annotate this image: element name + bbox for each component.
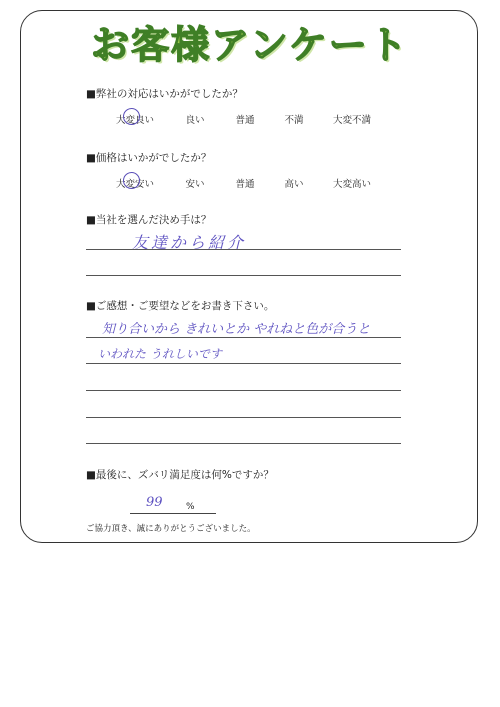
service-option-very-dissatisfied[interactable]: 大変不満 bbox=[332, 115, 372, 126]
price-option-very-expensive[interactable]: 大変高い bbox=[332, 179, 372, 190]
question-comments: ■ご感想・ご要望などをお書き下さい。 bbox=[86, 300, 275, 312]
percent-unit: % bbox=[186, 502, 195, 512]
answer-line bbox=[86, 337, 401, 338]
question-price: ■価格はいかがでしたか？ bbox=[86, 152, 212, 164]
service-option-normal[interactable]: 普通 bbox=[235, 115, 255, 126]
question-service: ■弊社の対応はいかがでしたか？ bbox=[86, 88, 243, 100]
question-reason: ■当社を選んだ決め手は？ bbox=[86, 214, 212, 226]
answer-line bbox=[86, 275, 401, 276]
satisfaction-answer-line bbox=[130, 513, 216, 514]
service-selected-mark bbox=[123, 108, 140, 125]
service-option-dissatisfied[interactable]: 不満 bbox=[284, 115, 304, 126]
service-option-good[interactable]: 良い bbox=[185, 115, 205, 126]
price-option-very-cheap[interactable]: 大変安い bbox=[115, 179, 155, 190]
answer-line bbox=[86, 249, 401, 250]
price-option-normal[interactable]: 普通 bbox=[235, 179, 255, 190]
answer-line bbox=[86, 363, 401, 364]
answer-line bbox=[86, 417, 401, 418]
comments-handwritten-line-2: いわれた うれしいです bbox=[98, 347, 222, 361]
answer-line bbox=[86, 390, 401, 391]
price-option-expensive[interactable]: 高い bbox=[284, 179, 304, 190]
reason-handwritten-answer: 友達から紹介 bbox=[132, 233, 247, 252]
price-selected-mark bbox=[123, 172, 140, 189]
answer-line bbox=[86, 443, 401, 444]
satisfaction-handwritten-answer: 99 bbox=[146, 495, 163, 510]
service-option-very-good[interactable]: 大変良い bbox=[115, 115, 155, 126]
thank-you-note: ご協力頂き、誠にありがとうございました。 bbox=[86, 524, 256, 534]
comments-handwritten-line-1: 知り合いから きれいとか やれねと色が合うと bbox=[102, 322, 371, 337]
survey-title: お客様アンケート bbox=[91, 23, 409, 67]
question-satisfaction: ■最後に、ズバリ満足度は何%ですか？ bbox=[86, 469, 274, 481]
price-option-cheap[interactable]: 安い bbox=[185, 179, 205, 190]
